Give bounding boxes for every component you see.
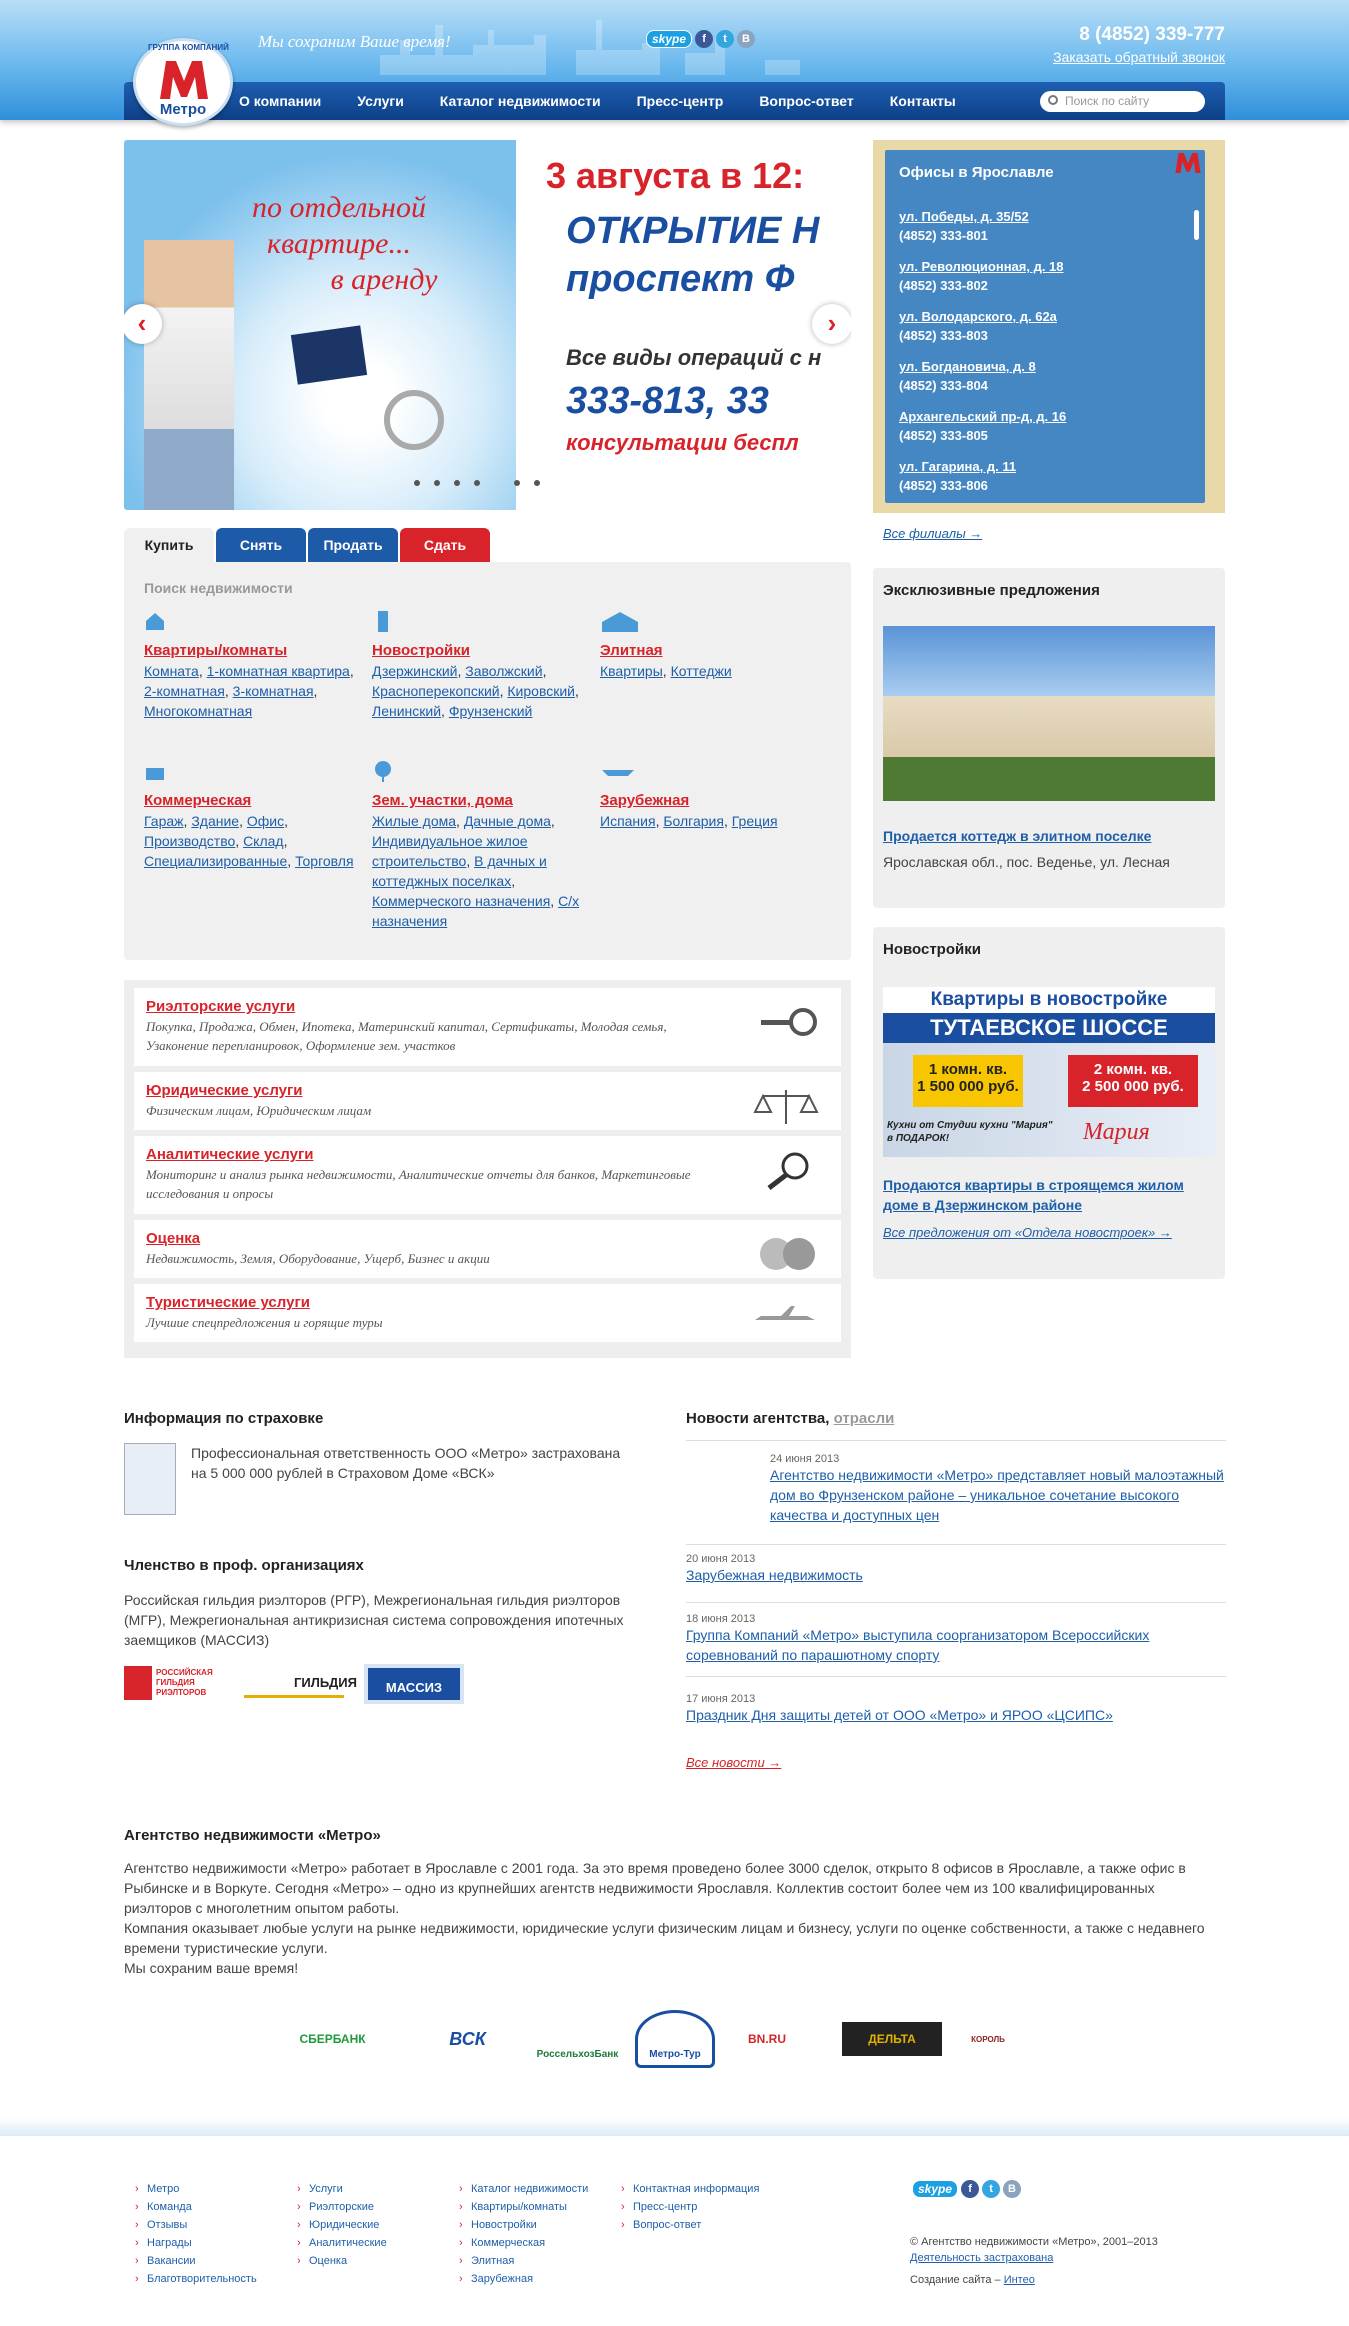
partner-korol-logo[interactable]: КОРОЛЬ — [971, 2034, 1005, 2044]
slide-left-image — [124, 140, 516, 510]
office-address[interactable]: ул. Революционная, д. 18 — [899, 259, 1064, 274]
office-phone: (4852) 333-805 — [899, 428, 988, 443]
mansion-icon — [600, 610, 640, 632]
logo-text: Метро — [159, 101, 207, 118]
slide-text-3: в аренду — [330, 263, 438, 296]
office-item — [899, 207, 1191, 243]
offices-scrollbar[interactable] — [1194, 210, 1199, 240]
service-item[interactable] — [134, 1136, 841, 1214]
insurance-text: Профессиональная ответственность ООО «Метро» застрахована на 5 000 000 рублей в Страховом Доме «ВСК» — [191, 1445, 621, 1481]
category-link[interactable]: Специализированные — [144, 853, 288, 869]
news-item — [686, 1693, 1226, 1725]
keys-image — [384, 390, 444, 450]
cottage-photo[interactable] — [883, 626, 1215, 801]
category-heading[interactable]: Элитная — [600, 642, 663, 659]
nav-about[interactable]: О компании — [239, 93, 322, 109]
facebook-icon[interactable]: f — [695, 30, 713, 48]
partner-bnru-logo[interactable]: BN.RU — [748, 2032, 786, 2046]
exclusive-offers — [873, 568, 1225, 908]
footer-link[interactable]: › Новостройки — [459, 2216, 588, 2234]
phone-number: 8 (4852) 339-777 — [1079, 24, 1225, 45]
all-news-link[interactable]: Все новости → — [686, 1755, 782, 1770]
copyright: © Агентство недвижимости «Метро», 2001–2013 — [910, 2236, 1158, 2248]
slider-dot[interactable] — [474, 480, 480, 486]
newbuild-offers — [873, 927, 1225, 1279]
about-paragraph-2: Компания оказывает любые услуги на рынке недвижимости, юридические услуги физическим лицам и бизнесу, услуги по оценке собственности, а также с недавнего времени туристические услуги. — [124, 1920, 1205, 1956]
category-link[interactable]: Греция — [731, 813, 778, 829]
category-link[interactable]: Фрунзенский — [448, 703, 533, 719]
category-elite: Элитная Квартиры, Коттеджи — [600, 610, 810, 681]
category-link[interactable]: Индивидуальное жилое строительство — [372, 833, 528, 869]
category-link[interactable]: 2-комнатная — [144, 683, 225, 699]
service-description: Лучшие спецпредложения и горящие туры — [146, 1315, 383, 1330]
category-heading[interactable]: Квартиры/комнаты — [144, 642, 288, 659]
category-apartments: Квартиры/комнаты Комната, 1-комнатная квартира, 2-комнатная, 3-комнатная, Многокомнатная — [144, 610, 354, 721]
price-2-rooms: 2 комн. кв. — [1093, 1061, 1173, 1078]
services-list — [124, 980, 851, 1358]
skype-icon[interactable]: skype — [646, 30, 692, 48]
magnifier-icon — [751, 1150, 821, 1190]
category-abroad: Зарубежная Испания, Болгария, Греция — [600, 760, 810, 831]
partner-sberbank-logo[interactable]: СБЕРБАНК — [299, 2032, 366, 2046]
footer-link[interactable]: › Контактная информация — [621, 2180, 759, 2198]
category-heading[interactable]: Зарубежная — [600, 792, 690, 809]
service-title[interactable]: Юридические услуги — [146, 1082, 303, 1099]
twitter-icon[interactable]: t — [982, 2180, 1000, 2198]
slide-open-1: ОТКРЫТИЕ Н — [566, 210, 820, 252]
footer-link[interactable]: › Аналитические — [297, 2234, 387, 2252]
news-date: 24 июня 2013 — [770, 1453, 840, 1465]
footer-link[interactable]: › Квартиры/комнаты — [459, 2198, 588, 2216]
social-links — [646, 30, 755, 48]
price-1-value: 1 500 000 руб. — [917, 1078, 1019, 1095]
twitter-icon[interactable]: t — [716, 30, 734, 48]
banner-line-1: Квартиры в новостройке — [930, 989, 1168, 1010]
kitchen-promo: Кухни от Студии кухни "Мария" в ПОДАРОК! — [887, 1120, 1053, 1144]
category-commercial: Коммерческая Гараж, Здание, Офис, Производство, Склад, Специализированные, Торговля — [144, 760, 354, 871]
office-address[interactable]: ул. Гагарина, д. 11 — [899, 459, 1017, 474]
document-image — [291, 325, 367, 384]
footer-social — [912, 2180, 1021, 2198]
category-link[interactable]: Склад — [243, 833, 284, 849]
slide-ops: Все виды операций с н — [566, 345, 822, 370]
facebook-icon[interactable]: f — [961, 2180, 979, 2198]
slide-text-2: квартире... — [267, 227, 411, 260]
membership-text: Российская гильдия риэлторов (РГР), Межрегиональная гильдия риэлторов (МГР), Межрегиональная антикризисная система сопровождения ипотечных заемщиков (МАССИЗ) — [124, 1592, 624, 1648]
category-link[interactable]: Жилые дома — [372, 813, 457, 829]
slide-date: 3 августа в 12: — [546, 155, 805, 196]
property-search-panel — [124, 562, 851, 960]
category-link[interactable]: 3-комнатная — [232, 683, 314, 699]
partner-rosselkhozbank-logo[interactable]: РоссельхозБанк — [536, 2048, 619, 2060]
nav-catalog[interactable]: Каталог недвижимости — [439, 93, 601, 109]
tab-sell[interactable]: Продать — [308, 528, 398, 562]
category-heading[interactable]: Коммерческая — [144, 792, 252, 809]
footer-link[interactable]: › Метро — [135, 2180, 257, 2198]
newbuild-all-link[interactable]: Все предложения от «Отдела новостроек» → — [883, 1225, 1172, 1240]
footer-col-services — [297, 2180, 387, 2270]
about-text — [124, 1858, 1224, 1978]
search-icon — [1048, 95, 1058, 105]
massiz-logo[interactable]: МАССИЗ — [364, 1664, 464, 1704]
about-title: Агентство недвижимости «Метро» — [124, 1827, 381, 1844]
office-phone: (4852) 333-801 — [899, 228, 988, 243]
slider-dot[interactable] — [454, 480, 460, 486]
news-link[interactable]: Зарубежная недвижимость — [686, 1567, 863, 1583]
price-2-value: 2 500 000 руб. — [1082, 1078, 1184, 1095]
service-title[interactable]: Оценка — [146, 1230, 201, 1247]
nav-services[interactable]: Услуги — [357, 93, 404, 109]
footer-link[interactable]: › Вопрос-ответ — [621, 2216, 759, 2234]
office-address[interactable]: Архангельский пр-д, д. 16 — [899, 409, 1067, 424]
main-nav — [124, 82, 1225, 120]
footer-col-company — [135, 2180, 257, 2288]
category-link[interactable]: Комната — [144, 663, 199, 679]
footer-col-contacts — [621, 2180, 759, 2234]
category-link[interactable]: Дачные дома — [463, 813, 551, 829]
category-link[interactable]: С/х назначения — [372, 893, 580, 929]
about-paragraph-1: Агентство недвижимости «Метро» работает в Ярославле с 2001 года. За это время проведено более 3000 сделок, открыто 8 офисов в Ярославле, а также офис в Рыбинске и в Воркуте. Сегодня «Метро» – одно из крупнейших агентств недвижимости Ярославля. Коллектив состоит более чем из 100 квалифицированных риэлторов с многолетним опытом работы. — [124, 1860, 1186, 1916]
plane-icon — [600, 760, 636, 782]
office-item — [899, 357, 1191, 393]
category-link[interactable]: Квартиры — [600, 663, 663, 679]
office-item — [899, 257, 1191, 293]
footer-link[interactable]: › Юридические — [297, 2216, 387, 2234]
slide-phones: 333-813, 33 — [566, 380, 769, 422]
slider-dot[interactable] — [434, 480, 440, 486]
office-item — [899, 457, 1191, 493]
newbuild-title: Новостройки — [883, 941, 981, 958]
footer-link[interactable]: › Оценка — [297, 2252, 387, 2270]
service-description: Мониторинг и анализ рынка недвижимости, Аналитические отчеты для банков, Маркетинговые исследования и опросы — [146, 1167, 691, 1201]
category-link[interactable]: Офис — [246, 813, 285, 829]
vk-icon[interactable]: B — [1003, 2180, 1021, 2198]
insurance-title: Информация по страховке — [124, 1410, 324, 1427]
building-icon — [372, 610, 394, 632]
category-heading[interactable]: Зем. участки, дома — [372, 792, 513, 809]
office-address[interactable]: ул. Победы, д. 35/52 — [899, 209, 1029, 224]
skype-icon[interactable]: skype — [912, 2180, 958, 2198]
footer-link[interactable]: › Благотворительность — [135, 2270, 257, 2288]
category-link[interactable]: Заволжский — [465, 663, 543, 679]
slider-next-button[interactable]: › — [812, 304, 851, 344]
news-link[interactable]: Агентство недвижимости «Метро» представляет новый малоэтажный дом во Фрунзенском районе – уникальное сочетание высокого качества и доступных цен — [770, 1467, 1224, 1523]
developer-link[interactable]: Интео — [1003, 2274, 1035, 2286]
service-description: Физическим лицам, Юридическим лицам — [146, 1103, 372, 1118]
news-item — [686, 1613, 1226, 1677]
footer-link[interactable]: › Команда — [135, 2198, 257, 2216]
search-panel-title: Поиск недвижимости — [144, 580, 293, 596]
airplane-icon — [751, 1298, 821, 1338]
partner-metro-tour-logo[interactable]: Метро-Тур — [635, 2010, 715, 2068]
made-by — [910, 2274, 1035, 2286]
footer-link[interactable]: › Награды — [135, 2234, 257, 2252]
slide-consult: консультации беспл — [566, 430, 799, 455]
category-link[interactable]: Испания — [600, 813, 656, 829]
category-link[interactable]: Красноперекопский — [372, 683, 500, 699]
deal-tabs — [124, 528, 490, 562]
insured-link[interactable]: Деятельность застрахована — [910, 2252, 1054, 2264]
news-item — [686, 1453, 1226, 1545]
tab-rent[interactable]: Снять — [216, 528, 306, 562]
category-link[interactable]: В дачных и коттеджных поселках — [372, 853, 547, 889]
mgr-logo[interactable]: ГИЛЬДИЯ — [244, 1668, 344, 1698]
news-tab-industry[interactable]: отрасли — [833, 1410, 895, 1427]
news-title-agency: Новости агентства, — [686, 1410, 830, 1427]
header — [0, 0, 1349, 120]
office-address[interactable]: ул. Богдановича, д. 8 — [899, 359, 1036, 374]
footer-link[interactable]: › Каталог недвижимости — [459, 2180, 588, 2198]
service-item[interactable] — [134, 988, 841, 1066]
banner-line-2: ТУТАЕВСКОЕ ШОССЕ — [883, 1013, 1215, 1043]
footer-link[interactable]: › Зарубежная — [459, 2270, 588, 2288]
about-paragraph-3: Мы сохраним ваше время! — [124, 1960, 299, 1976]
slider-prev-button[interactable]: ‹ — [124, 304, 162, 344]
vk-icon[interactable]: B — [737, 30, 755, 48]
insurance-document-thumbnail[interactable] — [124, 1443, 176, 1515]
news-title — [686, 1410, 894, 1427]
service-item[interactable] — [134, 1284, 841, 1342]
service-description: Покупка, Продажа, Обмен, Ипотека, Материнский капитал, Сертификаты, Молодая семья, Узаконение перепланировок, Оформление зем. участков — [146, 1019, 667, 1053]
footer-link[interactable]: › Услуги — [297, 2180, 387, 2198]
slogan: Мы сохраним Ваше время! — [258, 32, 451, 51]
slide-text-1: по отдельной — [252, 191, 426, 224]
category-heading[interactable]: Новостройки — [372, 642, 470, 659]
office-phone: (4852) 333-802 — [899, 278, 988, 293]
nav-contacts[interactable]: Контакты — [889, 93, 956, 109]
service-title[interactable]: Риэлторские услуги — [146, 998, 296, 1015]
promo-slider — [124, 140, 851, 510]
tree-icon — [372, 760, 394, 782]
service-title[interactable]: Аналитические услуги — [146, 1146, 314, 1163]
service-item[interactable] — [134, 1220, 841, 1278]
category-link[interactable]: 1-комнатная квартира — [206, 663, 350, 679]
office-address[interactable]: ул. Володарского, д. 62а — [899, 309, 1057, 324]
slide-open-2: проспект Ф — [566, 258, 795, 300]
scales-icon — [751, 1086, 821, 1126]
house-icon — [144, 610, 166, 632]
footer-link[interactable]: › Коммерческая — [459, 2234, 588, 2252]
office-phone: (4852) 333-803 — [899, 328, 988, 343]
category-link[interactable]: Дзержинский — [372, 663, 458, 679]
category-link[interactable]: Торговля — [295, 853, 354, 869]
news-link[interactable]: Праздник Дня защиты детей от ООО «Метро» и ЯРОО «ЦСИПС» — [686, 1707, 1113, 1723]
footer-link[interactable]: › Пресс-центр — [621, 2198, 759, 2216]
news-date: 20 июня 2013 — [686, 1553, 756, 1565]
offices-list — [885, 150, 1205, 503]
category-link[interactable]: Здание — [191, 813, 240, 829]
price-1-rooms: 1 комн. кв. — [928, 1061, 1008, 1078]
coins-icon — [751, 1234, 821, 1274]
footer-link[interactable]: › Риэлторские — [297, 2198, 387, 2216]
category-link[interactable]: Многокомнатная — [144, 703, 253, 719]
category-link[interactable]: Ленинский — [372, 703, 442, 719]
category-link[interactable]: Гараж — [144, 813, 184, 829]
office-phone: (4852) 333-804 — [899, 378, 988, 393]
office-item — [899, 307, 1191, 343]
exclusive-address: Ярославская обл., пос. Веденье, ул. Лесная — [883, 854, 1170, 870]
slider-dot[interactable] — [514, 480, 520, 486]
office-item — [899, 407, 1191, 443]
partner-vsk-logo[interactable]: ВСК — [449, 2028, 486, 2049]
category-newbuild: Новостройки Дзержинский, Заволжский, Красноперекопский, Кировский, Ленинский, Фрунзенский — [372, 610, 582, 721]
newbuild-banner[interactable] — [883, 987, 1215, 1157]
tab-buy[interactable]: Купить — [124, 528, 214, 562]
news-date: 17 июня 2013 — [686, 1693, 756, 1705]
offices-title: Офисы в Ярославле — [899, 164, 1054, 181]
category-link[interactable]: Болгария — [663, 813, 724, 829]
rgr-logo-text: РОССИЙСКАЯ ГИЛЬДИЯ РИЭЛТОРОВ — [156, 1668, 213, 1697]
search-input[interactable]: Поиск по сайту — [1040, 91, 1205, 112]
slider-dot[interactable] — [414, 480, 420, 486]
membership-title: Членство в проф. организациях — [124, 1557, 364, 1574]
logo-arc-text: ГРУППА КОМПАНИЙ — [148, 43, 229, 52]
metro-marker-icon — [1173, 152, 1203, 174]
nav-press[interactable]: Пресс-центр — [636, 93, 724, 109]
partner-delta-logo[interactable]: ДЕЛЬТА — [842, 2022, 942, 2056]
slider-dot[interactable] — [534, 480, 540, 486]
offices-map — [873, 140, 1225, 513]
office-phone: (4852) 333-806 — [899, 478, 988, 493]
shop-icon — [144, 760, 166, 782]
callback-link[interactable]: Заказать обратный звонок — [1053, 49, 1225, 65]
category-link[interactable]: Кировский — [507, 683, 575, 699]
made-by-label: Создание сайта – — [910, 2274, 1001, 2286]
service-title[interactable]: Туристические услуги — [146, 1294, 310, 1311]
logo[interactable] — [133, 38, 233, 126]
rgr-logo[interactable] — [124, 1665, 224, 1701]
service-item[interactable] — [134, 1072, 841, 1130]
footer-link[interactable]: › Вакансии — [135, 2252, 257, 2270]
all-branches-link[interactable]: Все филиалы → — [883, 526, 983, 541]
slider-dots — [414, 480, 540, 486]
news-date: 18 июня 2013 — [686, 1613, 756, 1625]
maria-logo: Мария — [1083, 1119, 1150, 1145]
exclusive-title: Эксклюзивные предложения — [883, 582, 1100, 599]
news-link[interactable]: Группа Компаний «Метро» выступила соорганизатором Всероссийских соревнований по парашютному спорту — [686, 1627, 1150, 1663]
news-item — [686, 1553, 1226, 1603]
logo-m-icon — [156, 59, 212, 101]
category-link[interactable]: Коттеджи — [670, 663, 732, 679]
footer-col-catalog — [459, 2180, 588, 2288]
footer-link[interactable]: › Элитная — [459, 2252, 588, 2270]
service-description: Недвижимость, Земля, Оборудование, Ущерб, Бизнес и акции — [146, 1251, 490, 1266]
keys-icon — [751, 1002, 821, 1042]
nav-faq[interactable]: Вопрос-ответ — [759, 93, 854, 109]
person-image — [144, 240, 234, 510]
footer-link[interactable]: › Отзывы — [135, 2216, 257, 2234]
newbuild-link[interactable]: Продаются квартиры в строящемся жилом доме в Дзержинском районе — [883, 1177, 1184, 1213]
category-link[interactable]: Коммерческого назначения — [372, 893, 551, 909]
category-link[interactable]: Производство — [144, 833, 236, 849]
category-land: Зем. участки, дома Жилые дома, Дачные дома, Индивидуальное жилое строительство, В дачных и коттеджных поселках, Коммерческого назначения, С/х назначения — [372, 760, 582, 931]
tab-lease[interactable]: Сдать — [400, 528, 490, 562]
exclusive-link[interactable]: Продается коттедж в элитном поселке — [883, 828, 1152, 844]
